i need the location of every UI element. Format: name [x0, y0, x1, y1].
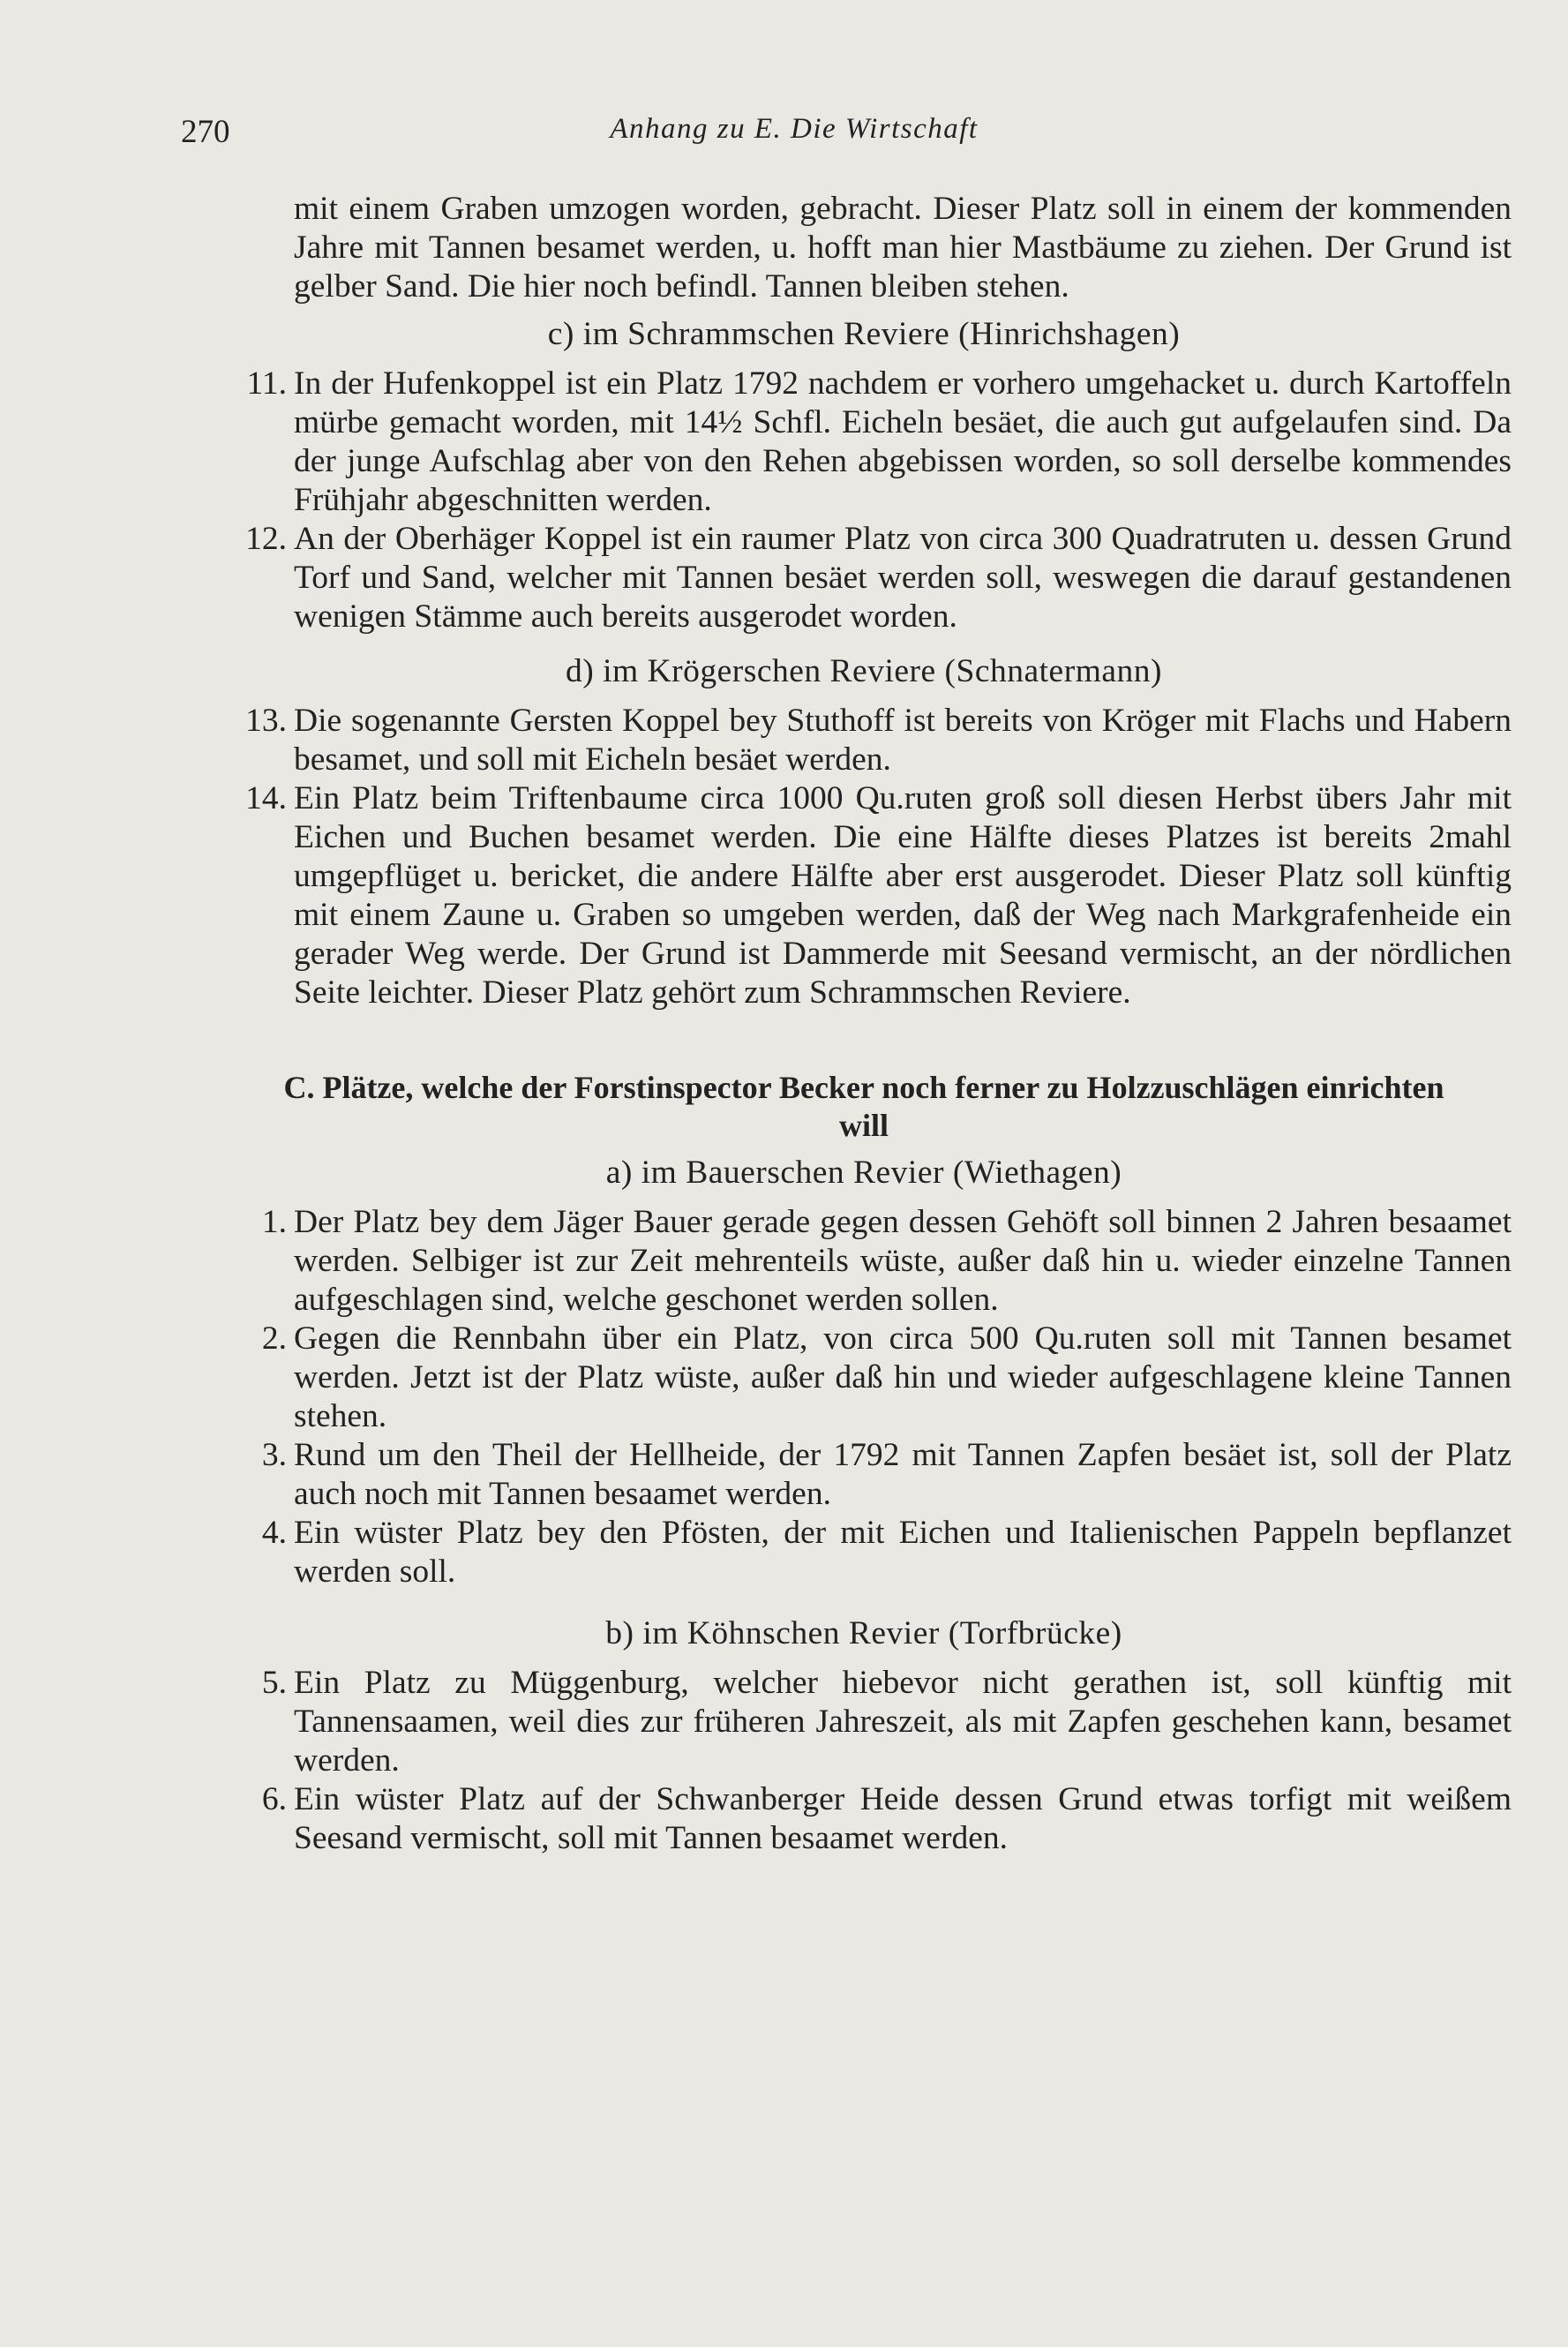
- page-header: [181, 113, 1407, 159]
- page-body: [181, 190, 1512, 1858]
- item-text: Gegen die Rennbahn über ein Platz, von circa 500 Qu.ruten soll mit Tannen besamet werden. Jetzt ist der Platz wüste, außer daß hin und wieder aufgeschlagene kleine Tannen stehen.: [294, 1320, 1512, 1434]
- list-item: [181, 1320, 1512, 1436]
- item-text: Ein wüster Platz auf der Schwanberger Heide dessen Grund etwas torfigt mit weißem Seesand vermischt, soll mit Tannen besaamet werden.: [294, 1781, 1512, 1856]
- subheading-c: c) im Schrammschen Reviere (Hinrichshagen): [547, 316, 1181, 352]
- list-item: [181, 1514, 1512, 1591]
- item-text: In der Hufenkoppel ist ein Platz 1792 nachdem er vorhero umgehacket u. durch Kartoffeln mürbe gemacht worden, mit 14½ Schfl. Eicheln besäet, die auch gut aufgelaufen sind. Da der junge Aufschlag aber von den Rehen abgebissen worden, so soll derselbe kommendes Frühjahr abgeschnitten werden.: [294, 365, 1512, 518]
- subheading-b: b) im Köhnschen Revier (Torfbrücke): [605, 1615, 1122, 1651]
- list-item: [181, 1203, 1512, 1320]
- page-number: 270: [181, 114, 230, 150]
- item-number: 3.: [261, 1437, 287, 1473]
- item-number: 5.: [261, 1665, 287, 1701]
- list-item: [181, 1664, 1512, 1780]
- item-text: Ein wüster Platz bey den Pfösten, der mit Eichen und Italienischen Pappeln bepflanzet werden soll.: [294, 1515, 1512, 1590]
- item-text: Ein Platz zu Müggenburg, welcher hiebevor nicht gerathen ist, soll künftig mit Tannensaamen, weil dies zur früheren Jahreszeit, als mit Zapfen geschehen kann, besamet werden.: [294, 1665, 1512, 1779]
- item-number: 1.: [261, 1204, 287, 1240]
- item-text: Rund um den Theil der Hellheide, der 1792 mit Tannen Zapfen besäet ist, soll der Platz auch noch mit Tannen besaamet werden.: [294, 1437, 1512, 1512]
- item-text: Die sogenannte Gersten Koppel bey Stuthoff ist bereits von Kröger mit Flachs und Habern besamet, und soll mit Eicheln besäet werden.: [294, 703, 1512, 778]
- item-number: 4.: [261, 1515, 287, 1551]
- list-item: [181, 1436, 1512, 1514]
- list-item: [181, 520, 1512, 636]
- list-item: [181, 779, 1512, 1012]
- continuation-paragraph: mit einem Graben umzogen worden, gebracht. Dieser Platz soll in einem der kommenden Jahre mit Tannen besamet werden, u. hofft man hier Mastbäume zu ziehen. Der Grund ist gelber Sand. Die hier noch befindl. Tannen bleiben stehen.: [294, 191, 1512, 305]
- subheading-a: a) im Bauerschen Revier (Wiethagen): [605, 1155, 1122, 1191]
- list-item: [181, 365, 1512, 520]
- running-head: Anhang zu E. Die Wirtschaft: [610, 113, 979, 145]
- list-item: [181, 702, 1512, 779]
- item-number: 13.: [245, 703, 287, 739]
- subheading-d: d) im Krögerschen Reviere (Schnatermann): [566, 653, 1162, 689]
- item-number: 12.: [245, 521, 287, 557]
- item-number: 11.: [246, 365, 287, 402]
- item-number: 14.: [245, 780, 287, 816]
- item-text: Der Platz bey dem Jäger Bauer gerade gegen dessen Gehöft soll binnen 2 Jahren besaamet werden. Selbiger ist zur Zeit mehrenteils wüste, außer daß hin u. wieder einzelne Tannen aufgeschlagen sind, welche geschonet werden sollen.: [294, 1204, 1512, 1318]
- list-item: [181, 1780, 1512, 1858]
- item-text: Ein Platz beim Triftenbaume circa 1000 Qu.ruten groß soll diesen Herbst übers Jahr mit Eichen und Buchen besamet werden. Die eine Hälfte dieses Platzes ist bereits 2mahl umgepflüget u. bericket, die andere Hälfte aber erst ausgerodet. Dieser Platz soll künftig mit einem Zaune u. Graben so umgeben werden, daß der Weg nach Markgrafenheide ein gerader Weg werde. Der Grund ist Dammerde mit Seesand vermischt, an der nördlichen Seite leichter. Dieser Platz gehört zum Schrammschen Reviere.: [294, 780, 1512, 1011]
- section-c-heading: C. Plätze, welche der Forstinspector Becker noch ferner zu Holzzuschlägen einrichten will: [283, 1070, 1444, 1143]
- item-number: 2.: [261, 1320, 287, 1357]
- item-text: An der Oberhäger Koppel ist ein raumer Platz von circa 300 Quadratruten u. dessen Grund Torf und Sand, welcher mit Tannen besäet werden soll, weswegen die darauf gestandenen wenigen Stämme auch bereits ausgerodet worden.: [294, 521, 1512, 635]
- item-number: 6.: [261, 1781, 287, 1817]
